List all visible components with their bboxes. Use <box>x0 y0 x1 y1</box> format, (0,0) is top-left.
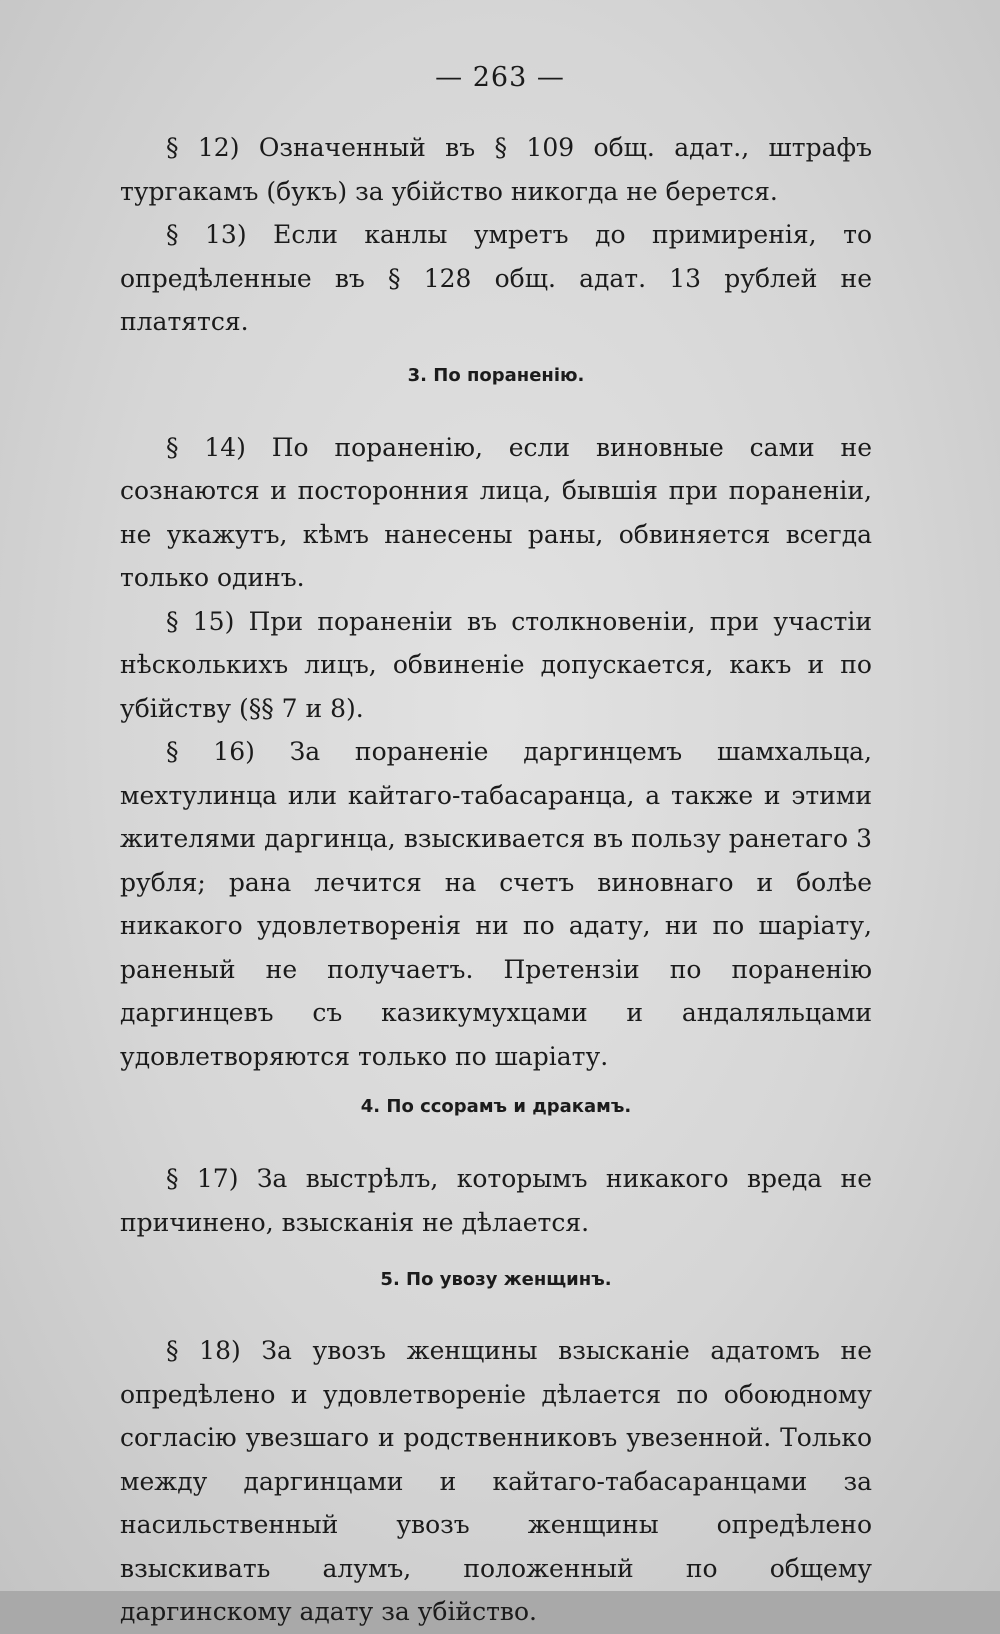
section-heading-3: 3. По пораненію. <box>407 364 585 386</box>
paragraph-13: § 13) Если канлы умретъ до примиренія, то опредѣленные въ § 128 общ. адат. 13 рублей не платятся. <box>120 220 872 336</box>
paragraph-15: § 15) При пораненіи въ столкновеніи, при участіи нѣсколькихъ лицъ, обвиненіе допускается, какъ и по убійству (§§ 7 и 8). <box>120 606 872 723</box>
paragraph-12: § 12) Означенный въ § 109 общ. адат., штрафъ тургакамъ (букъ) за убійство никогда не берется. <box>120 133 872 206</box>
section-heading-4: 4. По ссорамъ и дракамъ. <box>360 1096 632 1117</box>
page-number: — 263 — <box>435 62 565 93</box>
paragraph-17: § 17) За выстрѣлъ, которымъ никакого вреда не причинено, взысканія не дѣлается. <box>120 1164 872 1237</box>
main-text <box>120 126 872 1634</box>
paragraph-18: § 18) За увозъ женщины взысканіе адатомъ не опредѣлено и удовлетвореніе дѣлается по обоюдному согласію увезшаго и родственниковъ увезенной. Только между даргинцами и кайтаго-табасаранцами за насильственный увозъ женщины опредѣлено взыскивать алумъ, положенный по общему даргинскому адату за убійство. <box>120 1336 872 1626</box>
paragraph-16: § 16) За пораненіе даргинцемъ шамхальца, мехтулинца или кайтаго-табасаранца, а также и этими жителями даргинца, взыскивается въ пользу ранетаго 3 рубля; рана лечится на счетъ виновнаго и болѣе никакого удовлетворенія ни по адату, ни по шаріату, раненый не получаетъ. Претензіи по пораненію даргинцевъ съ казикумухцами и андаляльцами удовлетворяются только по шаріату. <box>120 737 872 1071</box>
paragraph-14: § 14) По пораненію, если виновные сами не сознаются и посторонния лица, бывшія при пораненіи, не укажутъ, кѣмъ нанесены раны, обвиняется всегда только одинъ. <box>120 432 872 592</box>
section-heading-5: 5. По увозу женщинъ. <box>380 1269 612 1290</box>
